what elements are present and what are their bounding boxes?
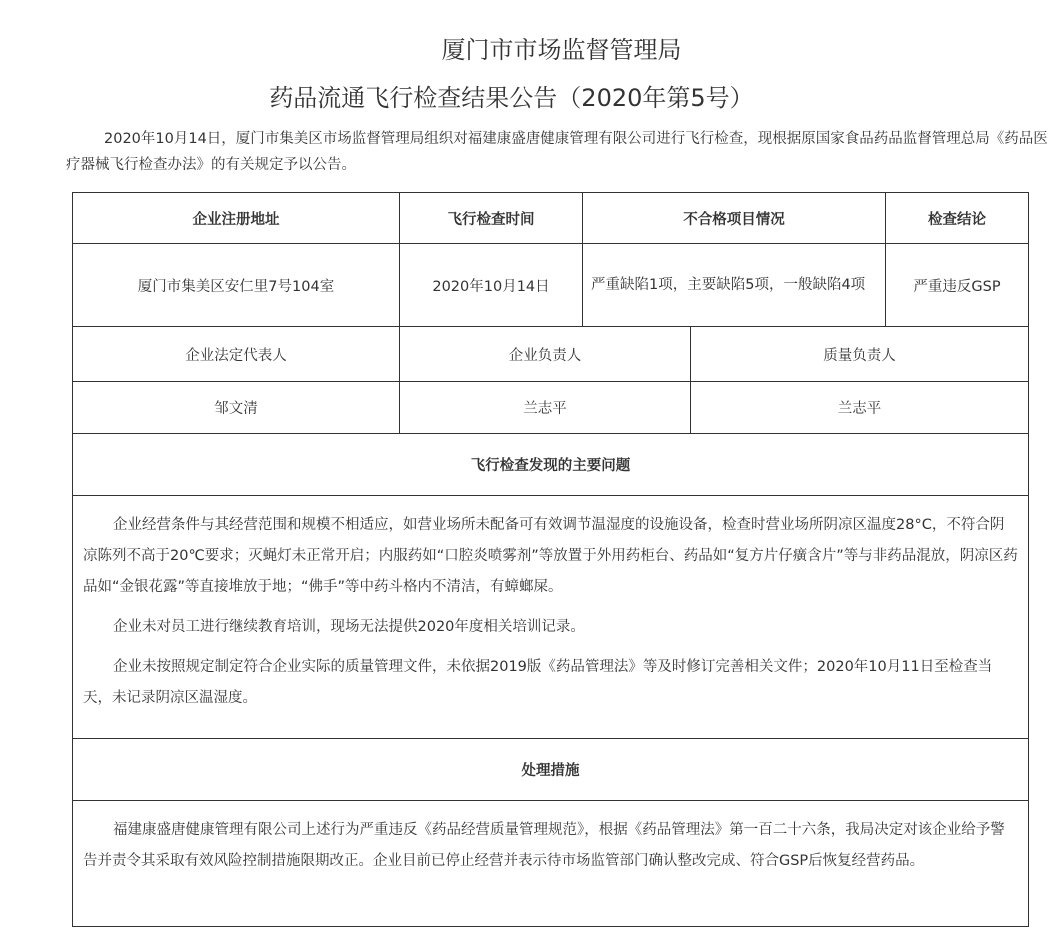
org-title: 厦门市市场监督管理局 (441, 36, 682, 64)
cell-inspection-time: 2020年10月14日 (399, 243, 583, 327)
header-inspection-time: 飞行检查时间 (399, 192, 583, 244)
measures-paragraph: 福建康盛唐健康管理有限公司上述行为严重违反《药品经营质量管理规范》，根据《药品管理法》第一百二十六条，我局决定对该企业给予警告并责令其采取有效风险控制措施限期改正。企业目前已停止经营并表示待市场监管部门确认整改完成、符合GSP后恢复经营药品。 (83, 822, 1005, 869)
measures-title: 处理措施 (72, 738, 1029, 801)
header-principal: 企业负责人 (399, 326, 691, 382)
cell-defects: 严重缺陷1项，主要缺陷5项，一般缺陷4项 (582, 243, 886, 327)
measures-content (72, 800, 1029, 927)
issues-title: 飞行检查发现的主要问题 (72, 433, 1029, 496)
cell-conclusion: 严重违反GSP (885, 243, 1029, 327)
issue-paragraph: 企业未对员工进行继续教育培训，现场无法提供2020年度相关培训记录。 (113, 619, 585, 635)
header-address: 企业注册地址 (72, 192, 400, 244)
issue-paragraph: 企业未按照规定制定符合企业实际的质量管理文件，未依据2019版《药品管理法》等及时修订完善相关文件；2020年10月11日至检查当天，未记录阴凉区温湿度。 (83, 659, 993, 706)
header-legal-representative: 企业法定代表人 (72, 326, 400, 382)
intro-paragraph: 2020年10月14日，厦门市集美区市场监督管理局组织对福建康盛唐健康管理有限公司进行飞行检查，现根据原国家食品药品监督管理总局《药品医疗器械飞行检查办法》的有关规定予以公告。 (66, 131, 1048, 173)
issues-content (72, 495, 1029, 739)
cell-quality-manager: 兰志平 (690, 381, 1029, 434)
header-defects: 不合格项目情况 (582, 192, 886, 244)
header-quality-manager: 质量负责人 (690, 326, 1029, 382)
cell-legal-representative: 邹文清 (72, 381, 400, 434)
issue-paragraph: 企业经营条件与其经营范围和规模不相适应，如营业场所未配备可有效调节温湿度的设施设备，检查时营业场所阴凉区温度28°C，不符合阴凉陈列不高于20℃要求；灭蝇灯未正常开启；内服药如“口腔炎喷雾剂”等放置于外用药柜台、药品如“复方片仔癀含片”等与非药品混放，阴凉区药品如“金银花露”等直接堆放于地；“佛手”等中药斗格内不清洁，有蟑螂屎。 (83, 517, 1018, 595)
inspection-result-table (72, 192, 1029, 927)
header-conclusion: 检查结论 (885, 192, 1029, 244)
cell-principal: 兰志平 (399, 381, 691, 434)
notice-title: 药品流通飞行检查结果公告（2020年第5号） (269, 84, 754, 112)
cell-address: 厦门市集美区安仁里7号104室 (72, 243, 400, 327)
